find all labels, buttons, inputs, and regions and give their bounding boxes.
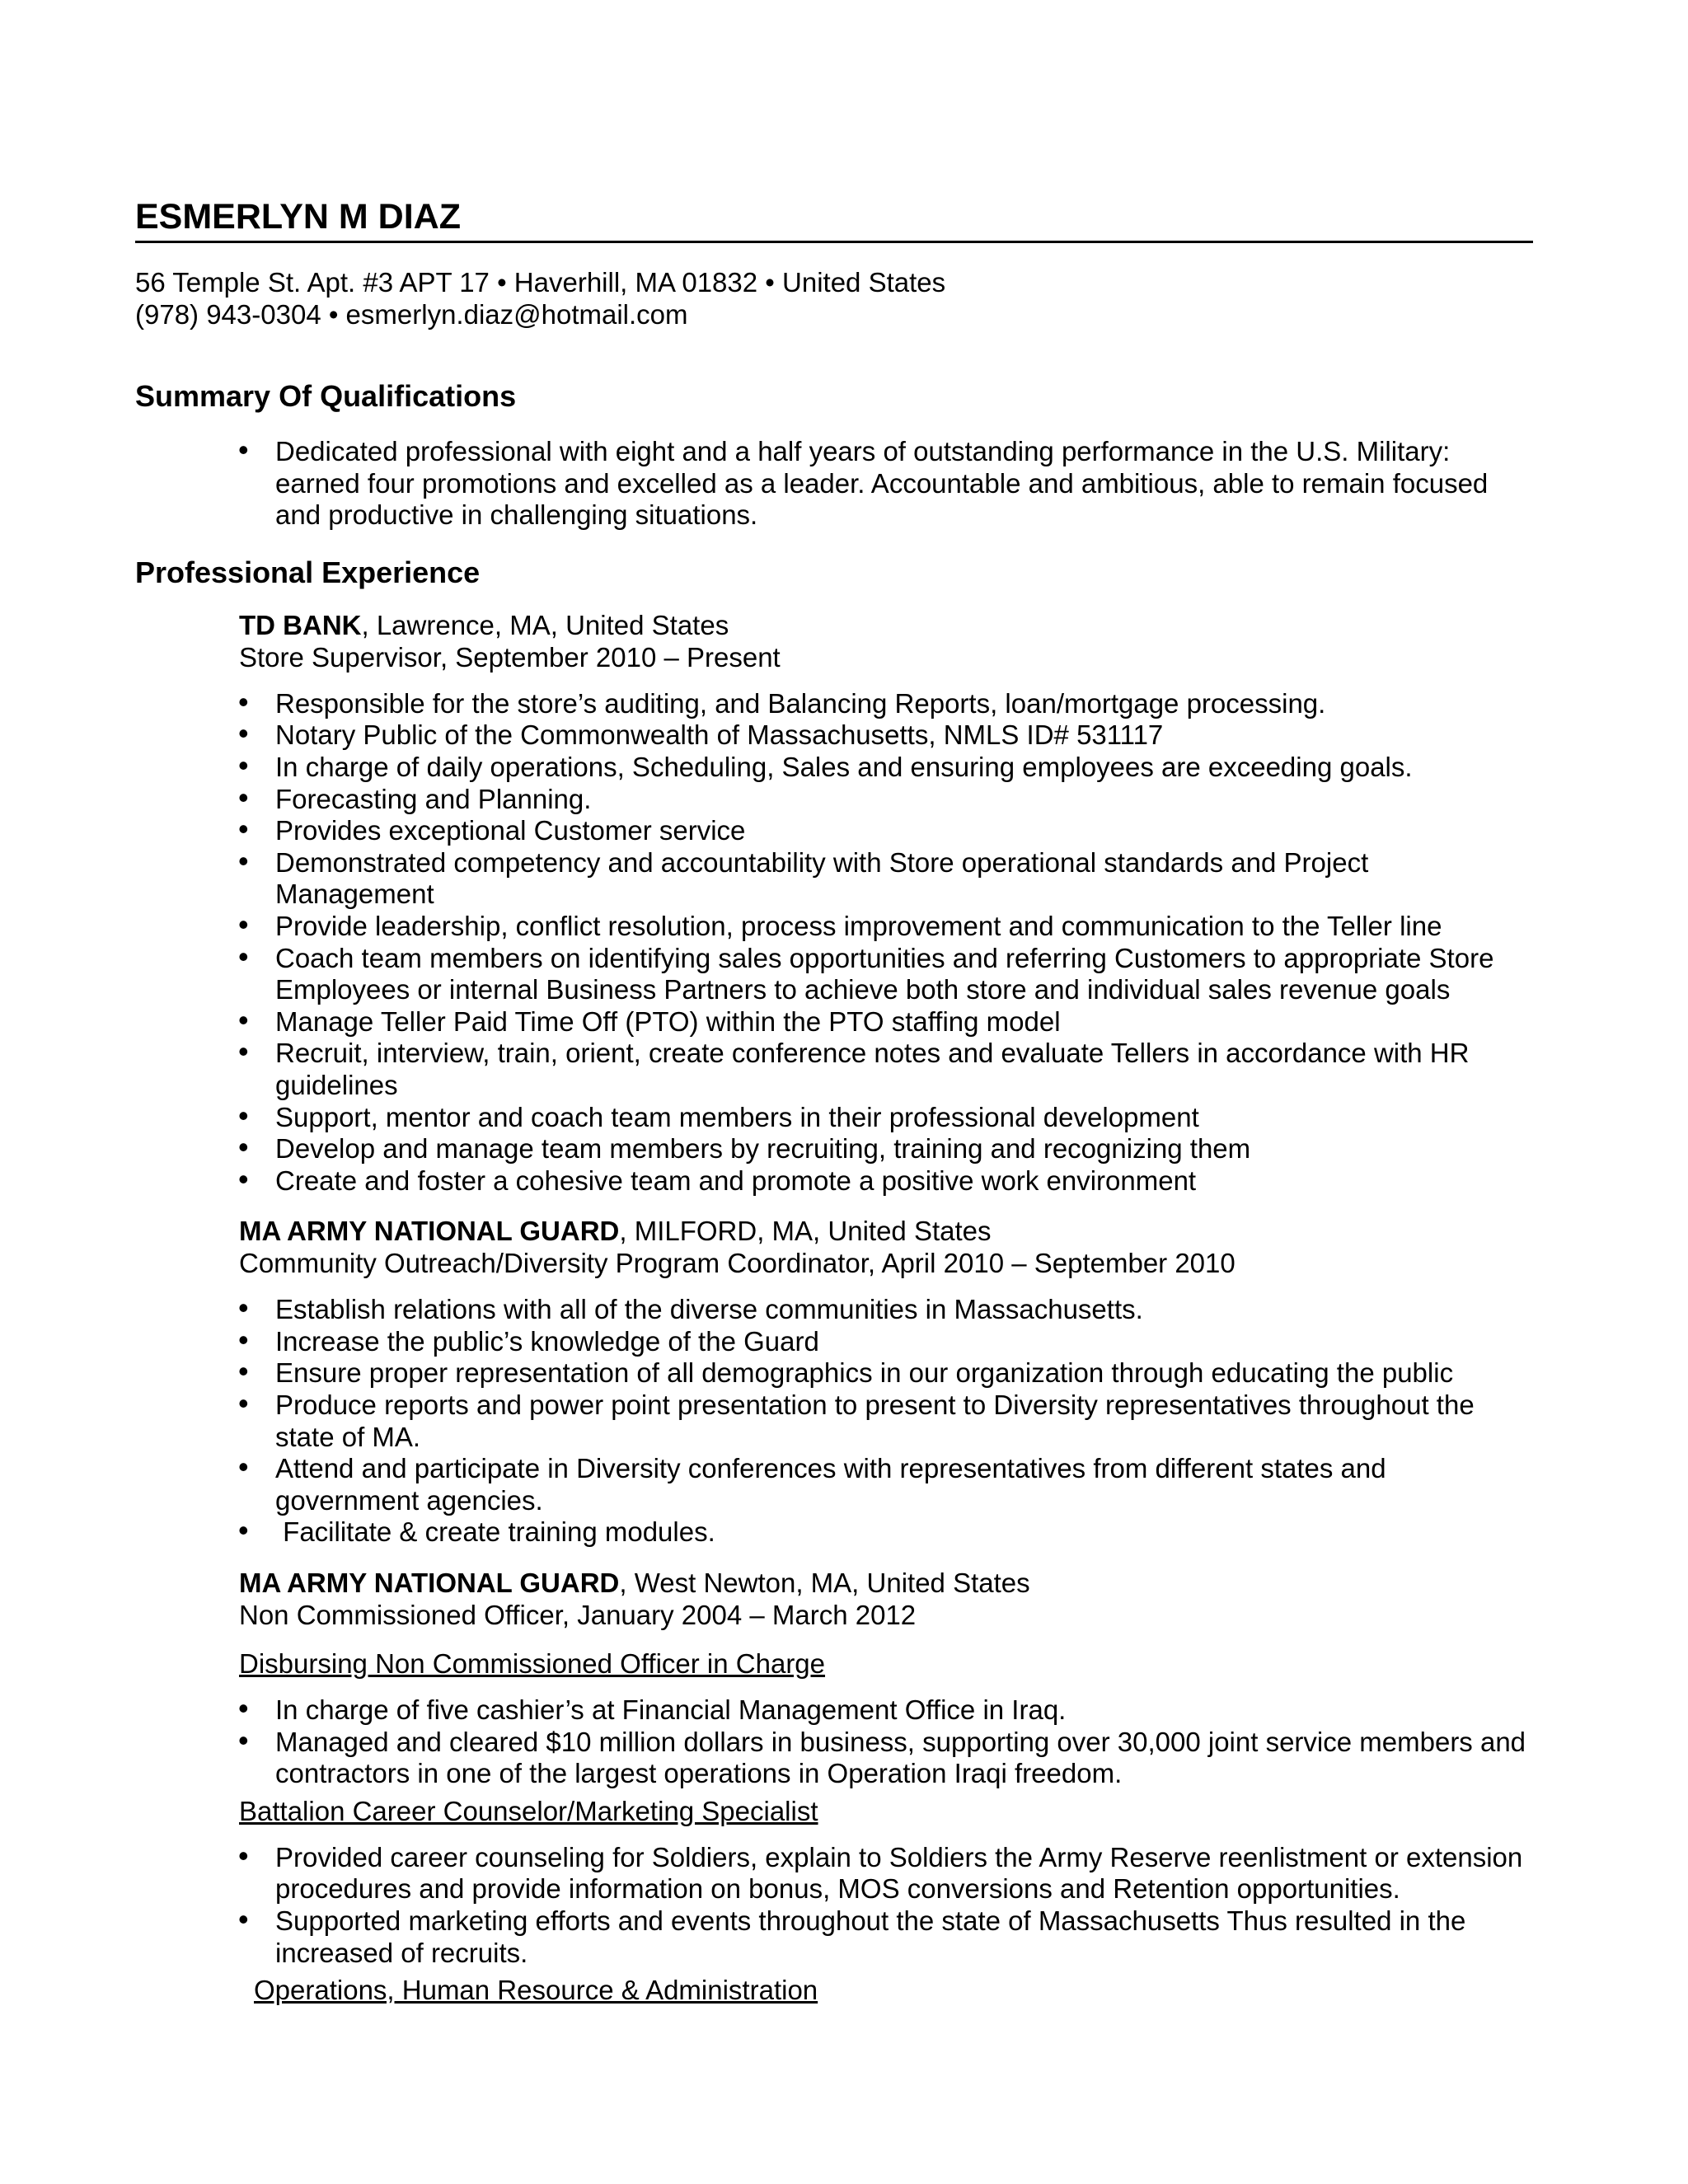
job-td-bank [239, 609, 1533, 673]
job-bullet: • Produce reports and power point presentation to present to Diversity representatives throughout the state of MA. [275, 1390, 1533, 1453]
job-bullet: • Notary Public of the Commonwealth of Massachusetts, NMLS ID# 531117 [275, 719, 1533, 752]
job-bullet: • Provide leadership, conflict resolution, process improvement and communication to the Teller line [275, 911, 1533, 943]
job-bullet: • Responsible for the store’s auditing, and Balancing Reports, loan/mortgage processing. [275, 688, 1533, 720]
subrole-bullets [135, 1842, 1533, 1969]
employer-name: MA ARMY NATIONAL GUARD [239, 1568, 620, 1599]
employer-location: , Lawrence, MA, United States [361, 609, 729, 640]
contact-block [135, 266, 1533, 330]
job-header [239, 1567, 1533, 1599]
subrole-title: Battalion Career Counselor/Marketing Specialist [239, 1795, 818, 1826]
employer-location: , MILFORD, MA, United States [619, 1216, 992, 1247]
job-bullet: • In charge of daily operations, Scheduling, Sales and ensuring employees are exceeding goals. [275, 752, 1533, 784]
job-bullet: • Develop and manage team members by recruiting, training and recognizing them [275, 1133, 1533, 1165]
job-bullet: • Increase the public’s knowledge of the Guard [275, 1326, 1533, 1358]
subrole-title: Operations, Human Resource & Administration [254, 1975, 818, 2006]
job-ma-army-milford [239, 1215, 1533, 1279]
role-line: Non Commissioned Officer, January 2004 – March 2012 [239, 1600, 917, 1631]
summary-section-title: Summary Of Qualifications [135, 379, 517, 413]
subrole-title: Disbursing Non Commissioned Officer in Charge [239, 1648, 826, 1680]
role-line: Store Supervisor, September 2010 – Present [239, 641, 781, 673]
subrole-bullet: • Supported marketing efforts and events throughout the state of Massachusetts Thus resulted in the increased of recruits. [275, 1905, 1533, 1969]
job-bullets [135, 688, 1533, 1197]
job-header [239, 609, 1533, 641]
job-bullet: • Manage Teller Paid Time Off (PTO) within the PTO staffing model [275, 1006, 1533, 1038]
subrole-bullet: • Provided career counseling for Soldiers, explain to Soldiers the Army Reserve reenlistment or extension procedures and provide information on bonus, MOS conversions and Retention opportunities. [275, 1842, 1533, 1905]
job-bullet: • Demonstrated competency and accountability with Store operational standards and Project Management [275, 847, 1533, 911]
job-bullet: • Coach team members on identifying sales opportunities and referring Customers to appropriate Store Employees or internal Business Partners to achieve both store and individual sales revenue goals [275, 943, 1533, 1006]
subrole-bullet: • In charge of five cashier’s at Financial Management Office in Iraq. [275, 1694, 1533, 1727]
employer-location: , West Newton, MA, United States [619, 1568, 1030, 1599]
job-ma-army-west-newton [239, 1567, 1533, 1631]
job-bullet: • Provides exceptional Customer service [275, 815, 1533, 847]
role-line: Community Outreach/Diversity Program Coordinator, April 2010 – September 2010 [239, 1248, 1236, 1279]
summary-item: • Dedicated professional with eight and a half years of outstanding performance in the U.S. Military: earned four promotions and excelled as a leader. Accountable and ambitious, able to remain focused and productive in challenging situations. [275, 436, 1533, 532]
job-bullet: • Ensure proper representation of all demographics in our organization through educating the public [275, 1357, 1533, 1390]
summary-list [135, 436, 1533, 532]
job-bullet: • Forecasting and Planning. [275, 784, 1533, 816]
subrole-bullet: • Managed and cleared $10 million dollars in business, supporting over 30,000 joint service members and contractors in one of the largest operations in Operation Iraqi freedom. [275, 1727, 1533, 1790]
candidate-name: ESMERLYN M DIAZ [135, 196, 1533, 243]
job-bullet: • Attend and participate in Diversity conferences with representatives from different states and government agencies. [275, 1453, 1533, 1516]
employer-name: MA ARMY NATIONAL GUARD [239, 1216, 620, 1247]
job-bullet: • Recruit, interview, train, orient, create conference notes and evaluate Tellers in accordance with HR guidelines [275, 1038, 1533, 1101]
resume-page [135, 196, 1533, 2006]
employer-name: TD BANK [239, 609, 362, 640]
address-line: 56 Temple St. Apt. #3 APT 17 • Haverhill, MA 01832 • United States [135, 267, 946, 298]
job-bullet: • Create and foster a cohesive team and promote a positive work environment [275, 1165, 1533, 1197]
subrole-bullets [135, 1694, 1533, 1790]
job-bullet: • Support, mentor and coach team members in their professional development [275, 1102, 1533, 1134]
job-bullet: • Facilitate & create training modules. [275, 1516, 1533, 1549]
experience-section-title: Professional Experience [135, 555, 481, 589]
job-bullets [135, 1294, 1533, 1549]
job-bullet: • Establish relations with all of the diverse communities in Massachusetts. [275, 1294, 1533, 1326]
phone-email-line: (978) 943-0304 • esmerlyn.diaz@hotmail.com [135, 299, 688, 330]
job-header [239, 1215, 1533, 1247]
